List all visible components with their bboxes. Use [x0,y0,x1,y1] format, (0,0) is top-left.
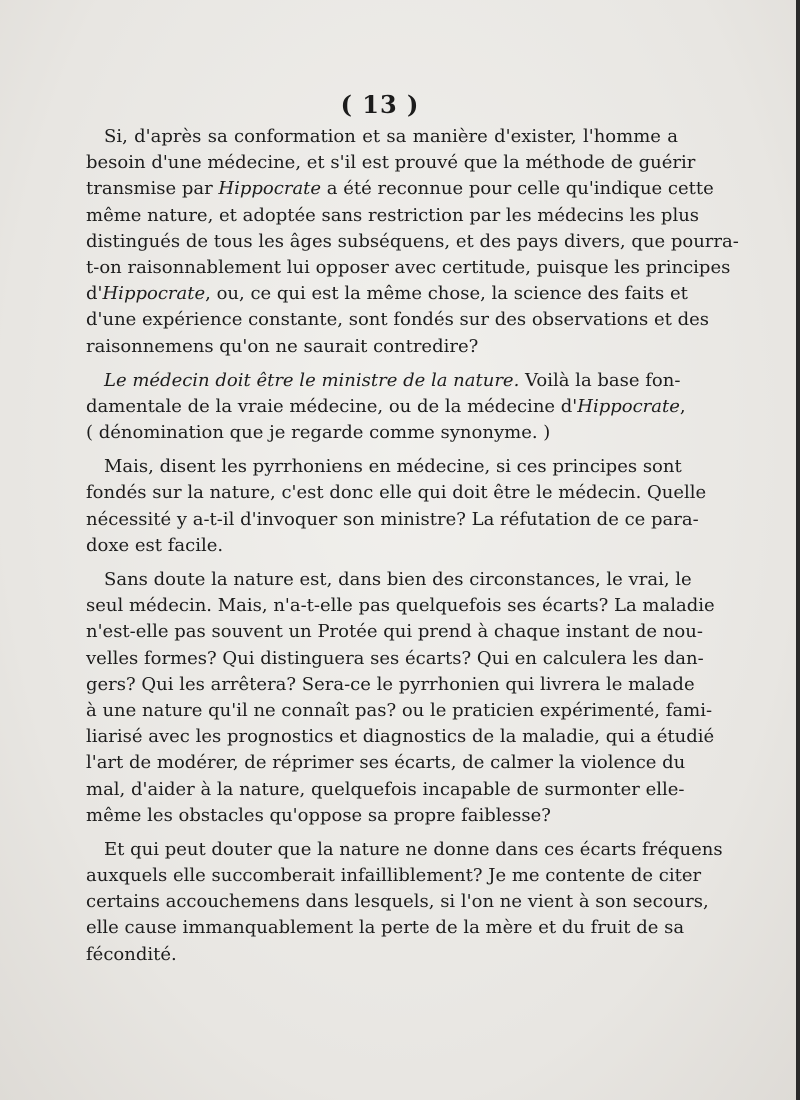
text-line: Mais, disent les pyrrhoniens en médecine, si ces principes sont [104,456,682,478]
paragraph [86,567,715,829]
text-line: auxquels elle succomberait infailliblement? Je me contente de citer [86,865,702,887]
text-line: Le médecin doit être le ministre de la nature. Voilà la base fon- [104,369,681,391]
text-line: damentale de la vraie médecine, ou de la médecine d'Hippocrate, [86,395,686,417]
text-line: besoin d'une médecine, et s'il est prouvé que la méthode de guérir [86,152,696,174]
paragraph [86,454,707,559]
italic-text: Hippocrate [102,283,206,305]
text-line: même nature, et adoptée sans restriction par les médecins les plus [86,204,700,226]
paragraph [86,124,739,360]
body-text [86,124,739,976]
text-line: liarisé avec les prognostics et diagnostics de la maladie, qui a étudié [86,726,715,748]
italic-text: Hippocrate [218,178,322,200]
text-line: distingués de tous les âges subséquens, et des pays divers, que pourra- [86,230,739,252]
text-line: velles formes? Qui distinguera ses écarts? Qui en calculera les dan- [86,647,704,669]
text-line: n'est-elle pas souvent un Protée qui prend à chaque instant de nou- [86,621,703,643]
text-line: seul médecin. Mais, n'a-t-elle pas quelquefois ses écarts? La maladie [86,595,715,617]
text-line: Si, d'après sa conformation et sa manière d'exister, l'homme a [104,126,678,147]
text-line: à une nature qu'il ne connaît pas? ou le praticien expérimenté, fami- [86,699,713,721]
text-line: transmise par Hippocrate a été reconnue pour celle qu'indique cette [86,178,714,200]
text-line: t-on raisonnablement lui opposer avec certitude, puisque les principes [86,256,731,278]
text-line: mal, d'aider à la nature, quelquefois incapable de surmonter elle- [86,778,685,800]
text-line: elle cause immanquablement la perte de la mère et du fruit de sa [86,917,685,939]
text-line: gers? Qui les arrêtera? Sera-ce le pyrrhonien qui livrera le malade [86,673,695,695]
text-line: l'art de modérer, de réprimer ses écarts, de calmer la violence du [86,752,686,774]
italic-text: Hippocrate [577,395,680,417]
text-line: Sans doute la nature est, dans bien des circonstances, le vrai, le [104,569,692,590]
text-line: doxe est facile. [86,534,224,556]
page-number: ( 13 ) [340,90,420,119]
text-line: Et qui peut douter que la nature ne donne dans ces écarts fréquens [104,838,723,860]
text-line: certains accouchemens dans lesquels, si l'on ne vient à son secours, [86,891,709,913]
page-edge [796,0,800,1100]
paragraph [86,837,723,968]
text-line: fondés sur la nature, c'est donc elle qui doit être le médecin. Quelle [86,482,707,504]
text-line: fécondité. [86,943,177,965]
text-line: raisonnemens qu'on ne saurait contredire? [86,335,479,357]
text-line: d'une expérience constante, sont fondés sur des observations et des [86,309,709,331]
text-line: ( dénomination que je regarde comme synonyme. ) [86,422,551,444]
text-line: d'Hippocrate, ou, ce qui est la même chose, la science des faits et [86,283,688,305]
paragraph [86,368,686,447]
italic-text: Le médecin doit être le ministre de la nature. [104,369,520,391]
text-line: nécessité y a-t-il d'invoquer son ministre? La réfutation de ce para- [86,508,699,530]
text-line: même les obstacles qu'oppose sa propre faiblesse? [86,804,551,826]
